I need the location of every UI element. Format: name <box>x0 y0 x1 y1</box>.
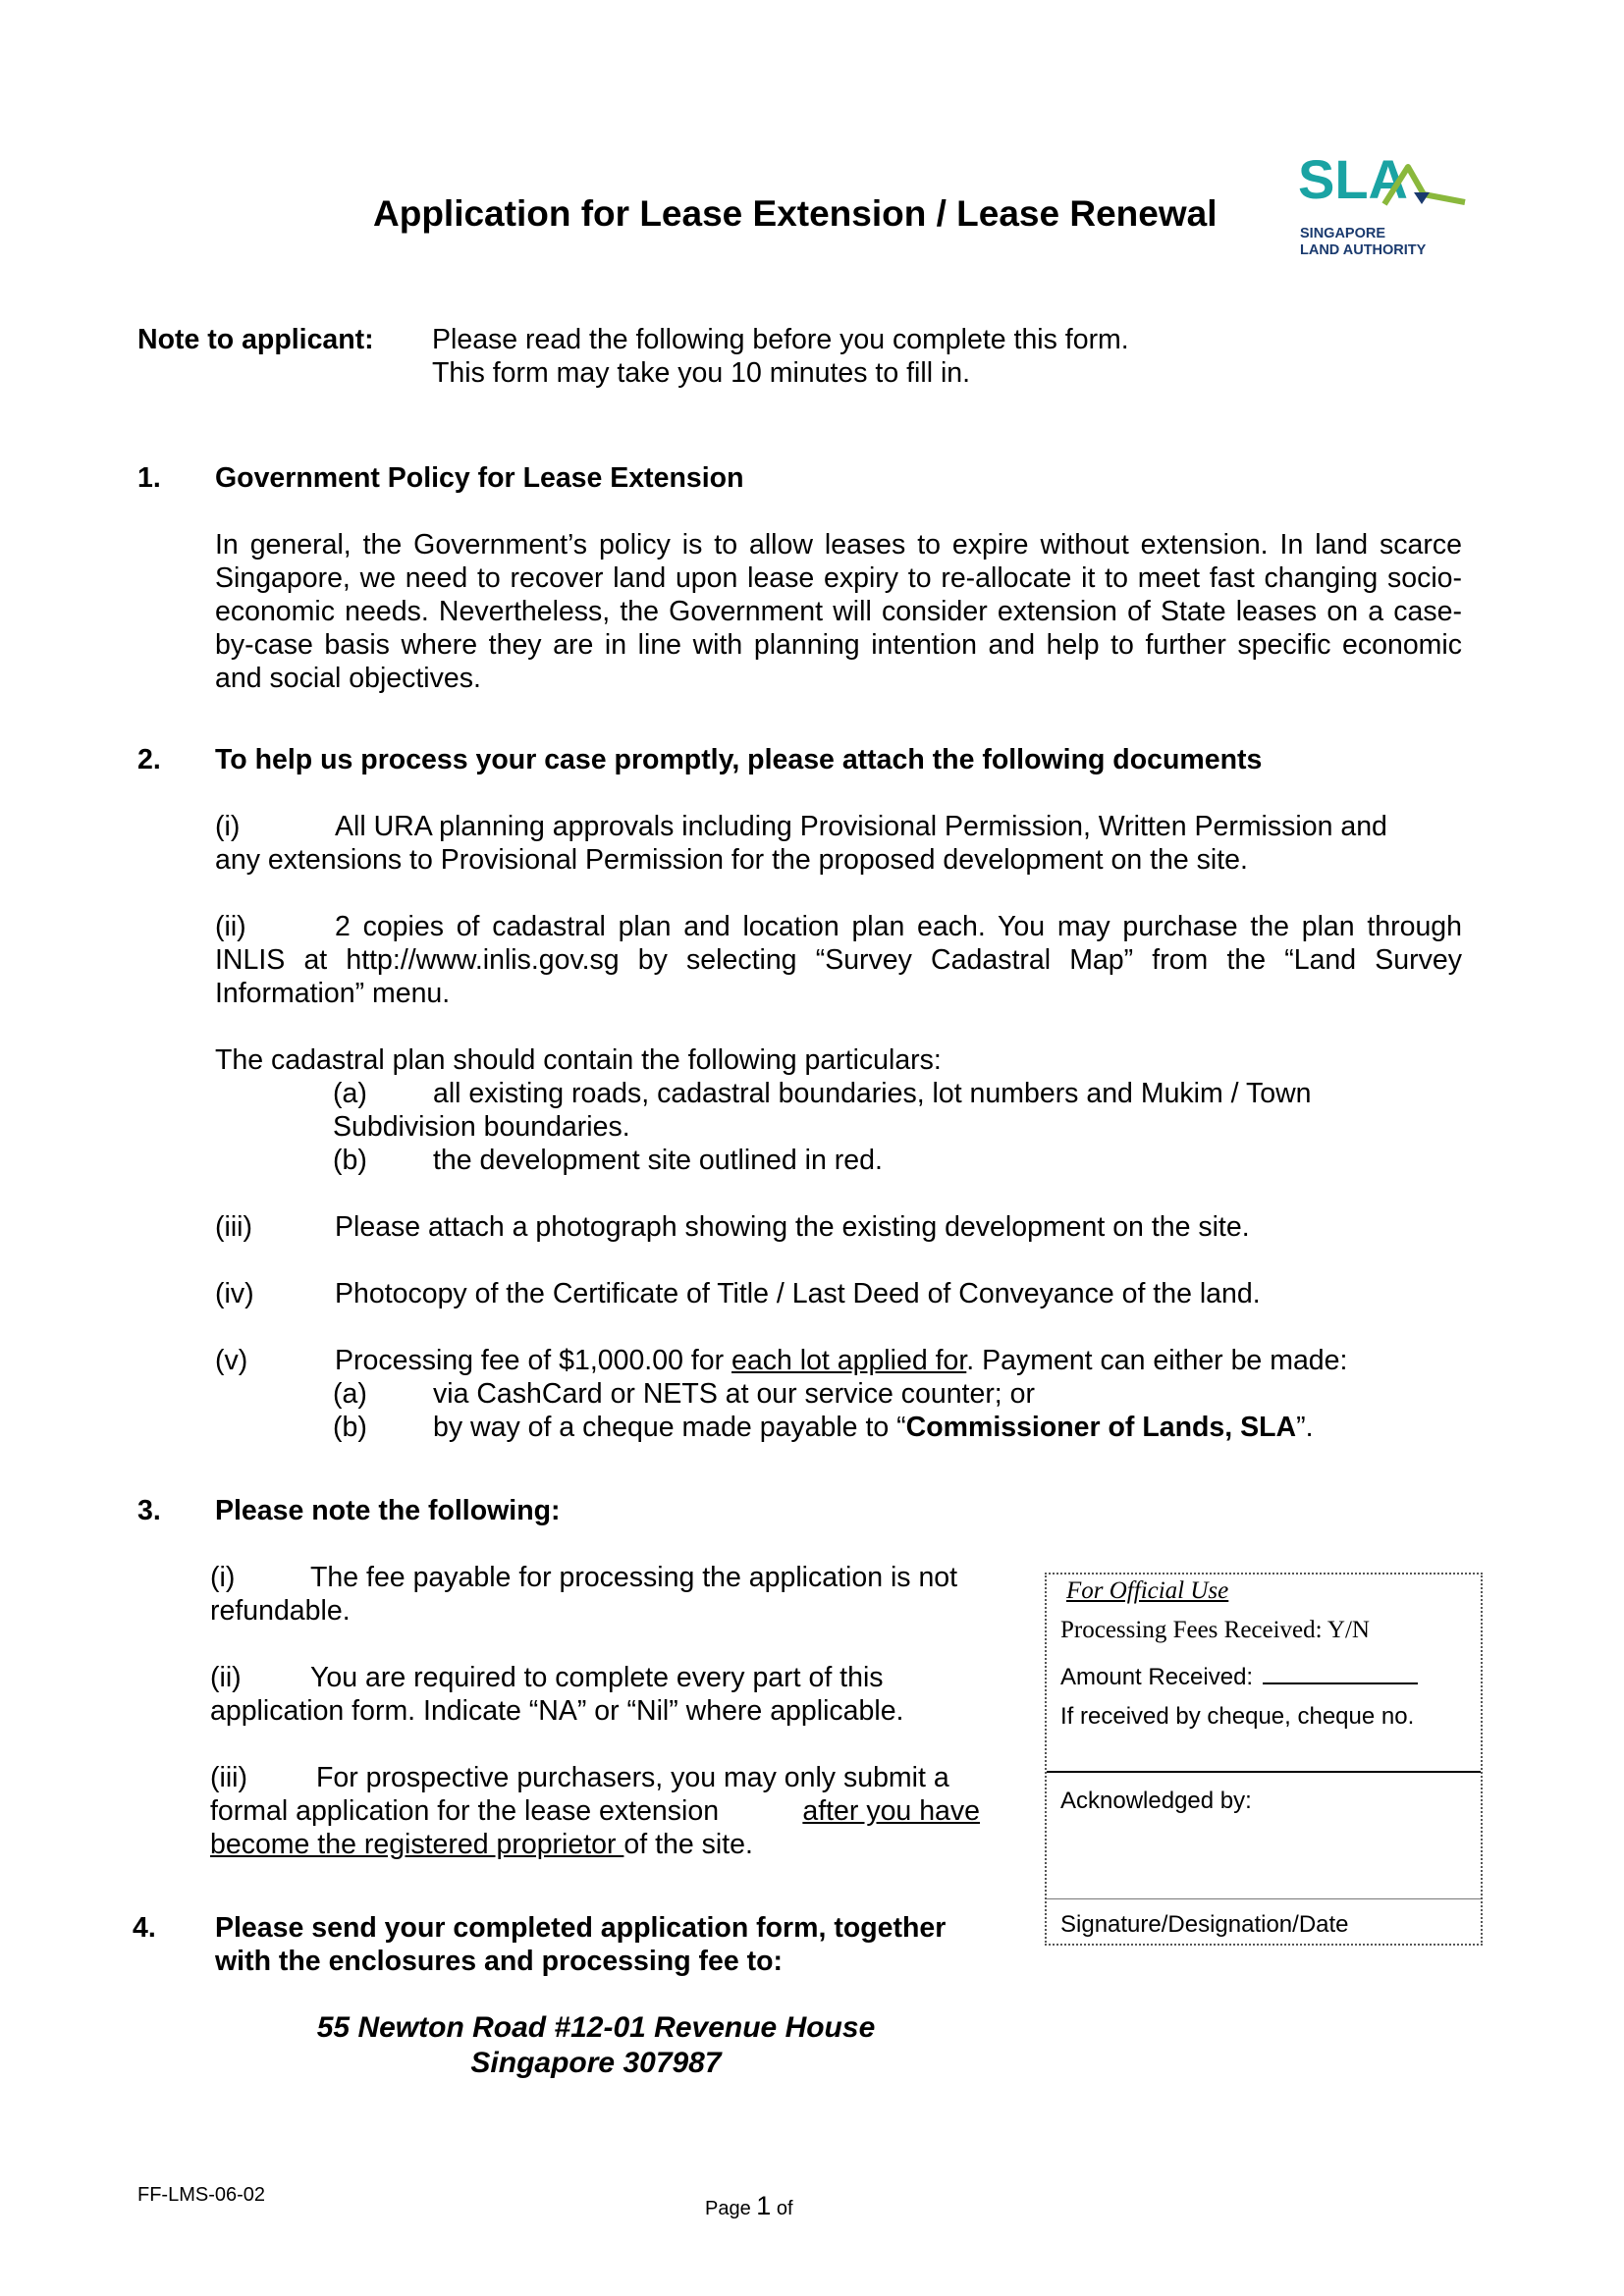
cadastral-a-text-2: Subdivision boundaries. <box>333 1111 630 1143</box>
s2-v-b-pre: by way of a cheque made payable to “ <box>433 1412 906 1443</box>
s2-iii-number: (iii) <box>215 1211 252 1243</box>
s2-i-number: (i) <box>215 811 241 842</box>
s2-v-underline: each lot applied for <box>731 1345 967 1376</box>
cadastral-intro: The cadastral plan should contain the following particulars: <box>215 1044 942 1076</box>
official-use-title: For Official Use <box>1066 1577 1229 1604</box>
s2-v-a-text: via CashCard or NETS at our service counter; or <box>433 1378 1035 1410</box>
s3-iii-line-2 <box>210 1794 980 1828</box>
cadastral-b-number: (b) <box>333 1145 367 1176</box>
section-4-heading-1: Please send your completed application form, together <box>215 1912 947 1944</box>
address-line-2: Singapore 307987 <box>470 2047 722 2079</box>
s3-iii-line-2-underline: after you have <box>802 1795 980 1827</box>
page-of: of <box>776 2198 793 2219</box>
section-2-heading: To help us process your case promptly, please attach the following documents <box>215 744 1263 775</box>
s2-v-b-post: ”. <box>1296 1412 1314 1443</box>
official-divider-2 <box>1047 1898 1481 1899</box>
form-code: FF-LMS-06-02 <box>137 2184 266 2206</box>
page-indicator <box>705 2191 793 2223</box>
section-1-body: In general, the Government’s policy is to allow leases to expire without extension. In land scarce Singapore, we need to recover land upon lease expiry to re-allocate it to meet fast changing socio-economic needs. Nevertheless, the Government will consider extension of State leases on a case-by-case basis where they are in line with planning intention and help to further specific economic and social objectives. <box>215 529 1462 694</box>
amount-field[interactable] <box>1263 1661 1418 1684</box>
official-fees-received: Processing Fees Received: Y/N <box>1060 1617 1370 1643</box>
logo-line1: SINGAPORE <box>1300 226 1386 241</box>
s3-iii-number: (iii) <box>210 1762 247 1793</box>
s2-v-pre: Processing fee of $1,000.00 for <box>335 1345 732 1376</box>
official-use-box <box>1045 1573 1483 1946</box>
official-acknowledged-by: Acknowledged by: <box>1060 1788 1252 1814</box>
note-line-2: This form may take you 10 minutes to fill in. <box>432 357 971 389</box>
section-2-number: 2. <box>137 744 161 775</box>
official-amount-label: Amount Received: <box>1060 1664 1254 1690</box>
cadastral-a-number: (a) <box>333 1078 367 1109</box>
s3-i-number: (i) <box>210 1562 236 1593</box>
section-1-heading: Government Policy for Lease Extension <box>215 462 744 494</box>
s2-v-b-number: (b) <box>333 1412 367 1443</box>
s2-v-text <box>335 1344 1347 1377</box>
note-line-1: Please read the following before you complete this form. <box>432 324 1129 355</box>
section-4-heading-2: with the enclosures and processing fee to: <box>215 1946 784 1977</box>
note-label: Note to applicant: <box>137 324 374 355</box>
official-cheque-label: If received by cheque, cheque no. <box>1060 1703 1415 1730</box>
official-signature-label: Signature/Designation/Date <box>1060 1911 1349 1938</box>
s2-v-post: . Payment can either be made: <box>966 1345 1348 1376</box>
page-number: 1 <box>756 2191 772 2220</box>
section-4-number: 4. <box>133 1912 156 1944</box>
sla-logo <box>1298 147 1475 265</box>
s2-v-a-number: (a) <box>333 1378 367 1410</box>
s3-iii-line-3 <box>210 1828 753 1861</box>
s3-iii-line-3-underline: become the registered proprietor <box>210 1829 624 1860</box>
s2-iii-text: Please attach a photograph showing the existing development on the site. <box>335 1211 1250 1243</box>
s3-ii-number: (ii) <box>210 1662 242 1693</box>
s2-ii-number: (ii) <box>215 911 246 942</box>
cadastral-b-text: the development site outlined in red. <box>433 1145 883 1176</box>
s3-ii-text: You are required to complete every part of this <box>310 1662 884 1693</box>
form-title: Application for Lease Extension / Lease Renewal <box>373 193 1218 234</box>
s3-iii-line-3-post: of the site. <box>623 1829 753 1860</box>
section-3-number: 3. <box>137 1495 161 1526</box>
s2-iv-number: (iv) <box>215 1278 254 1309</box>
cadastral-a-text: all existing roads, cadastral boundaries, lot numbers and Mukim / Town <box>433 1078 1312 1109</box>
s2-i-text: All URA planning approvals including Provisional Permission, Written Permission and <box>335 811 1387 842</box>
s3-i-text-2: refundable. <box>210 1595 351 1627</box>
s3-iii-text: For prospective purchasers, you may only submit a <box>316 1762 949 1793</box>
section-3-heading: Please note the following: <box>215 1495 561 1526</box>
s2-v-number: (v) <box>215 1345 248 1376</box>
s2-iv-text: Photocopy of the Certificate of Title / Last Deed of Conveyance of the land. <box>335 1278 1261 1309</box>
address-line-1: 55 Newton Road #12-01 Revenue House <box>316 2011 876 2044</box>
s2-i-text-2: any extensions to Provisional Permission for the proposed development on the site. <box>215 844 1248 876</box>
logo-line2: LAND AUTHORITY <box>1300 242 1427 258</box>
s2-v-b-text <box>433 1411 1314 1444</box>
official-divider-1 <box>1047 1771 1481 1773</box>
page-label: Page <box>705 2198 751 2219</box>
s2-v-b-bold: Commissioner of Lands, SLA <box>905 1412 1297 1443</box>
s3-iii-line-2-pre: formal application for the lease extension <box>210 1795 720 1827</box>
s3-ii-text-2: application form. Indicate “NA” or “Nil” where applicable. <box>210 1695 904 1727</box>
official-amount-received <box>1060 1661 1418 1694</box>
section-1-number: 1. <box>137 462 161 494</box>
s3-i-text: The fee payable for processing the application is not <box>310 1562 958 1593</box>
s2-ii-text: 2 copies of cadastral plan and location plan each. You may purchase the plan through INLIS at http://www.inlis.gov.sg by selecting “Survey Cadastral Map” from the “Land Survey Information” menu. <box>215 911 1462 1009</box>
logo-mark: SLA <box>1298 148 1408 210</box>
